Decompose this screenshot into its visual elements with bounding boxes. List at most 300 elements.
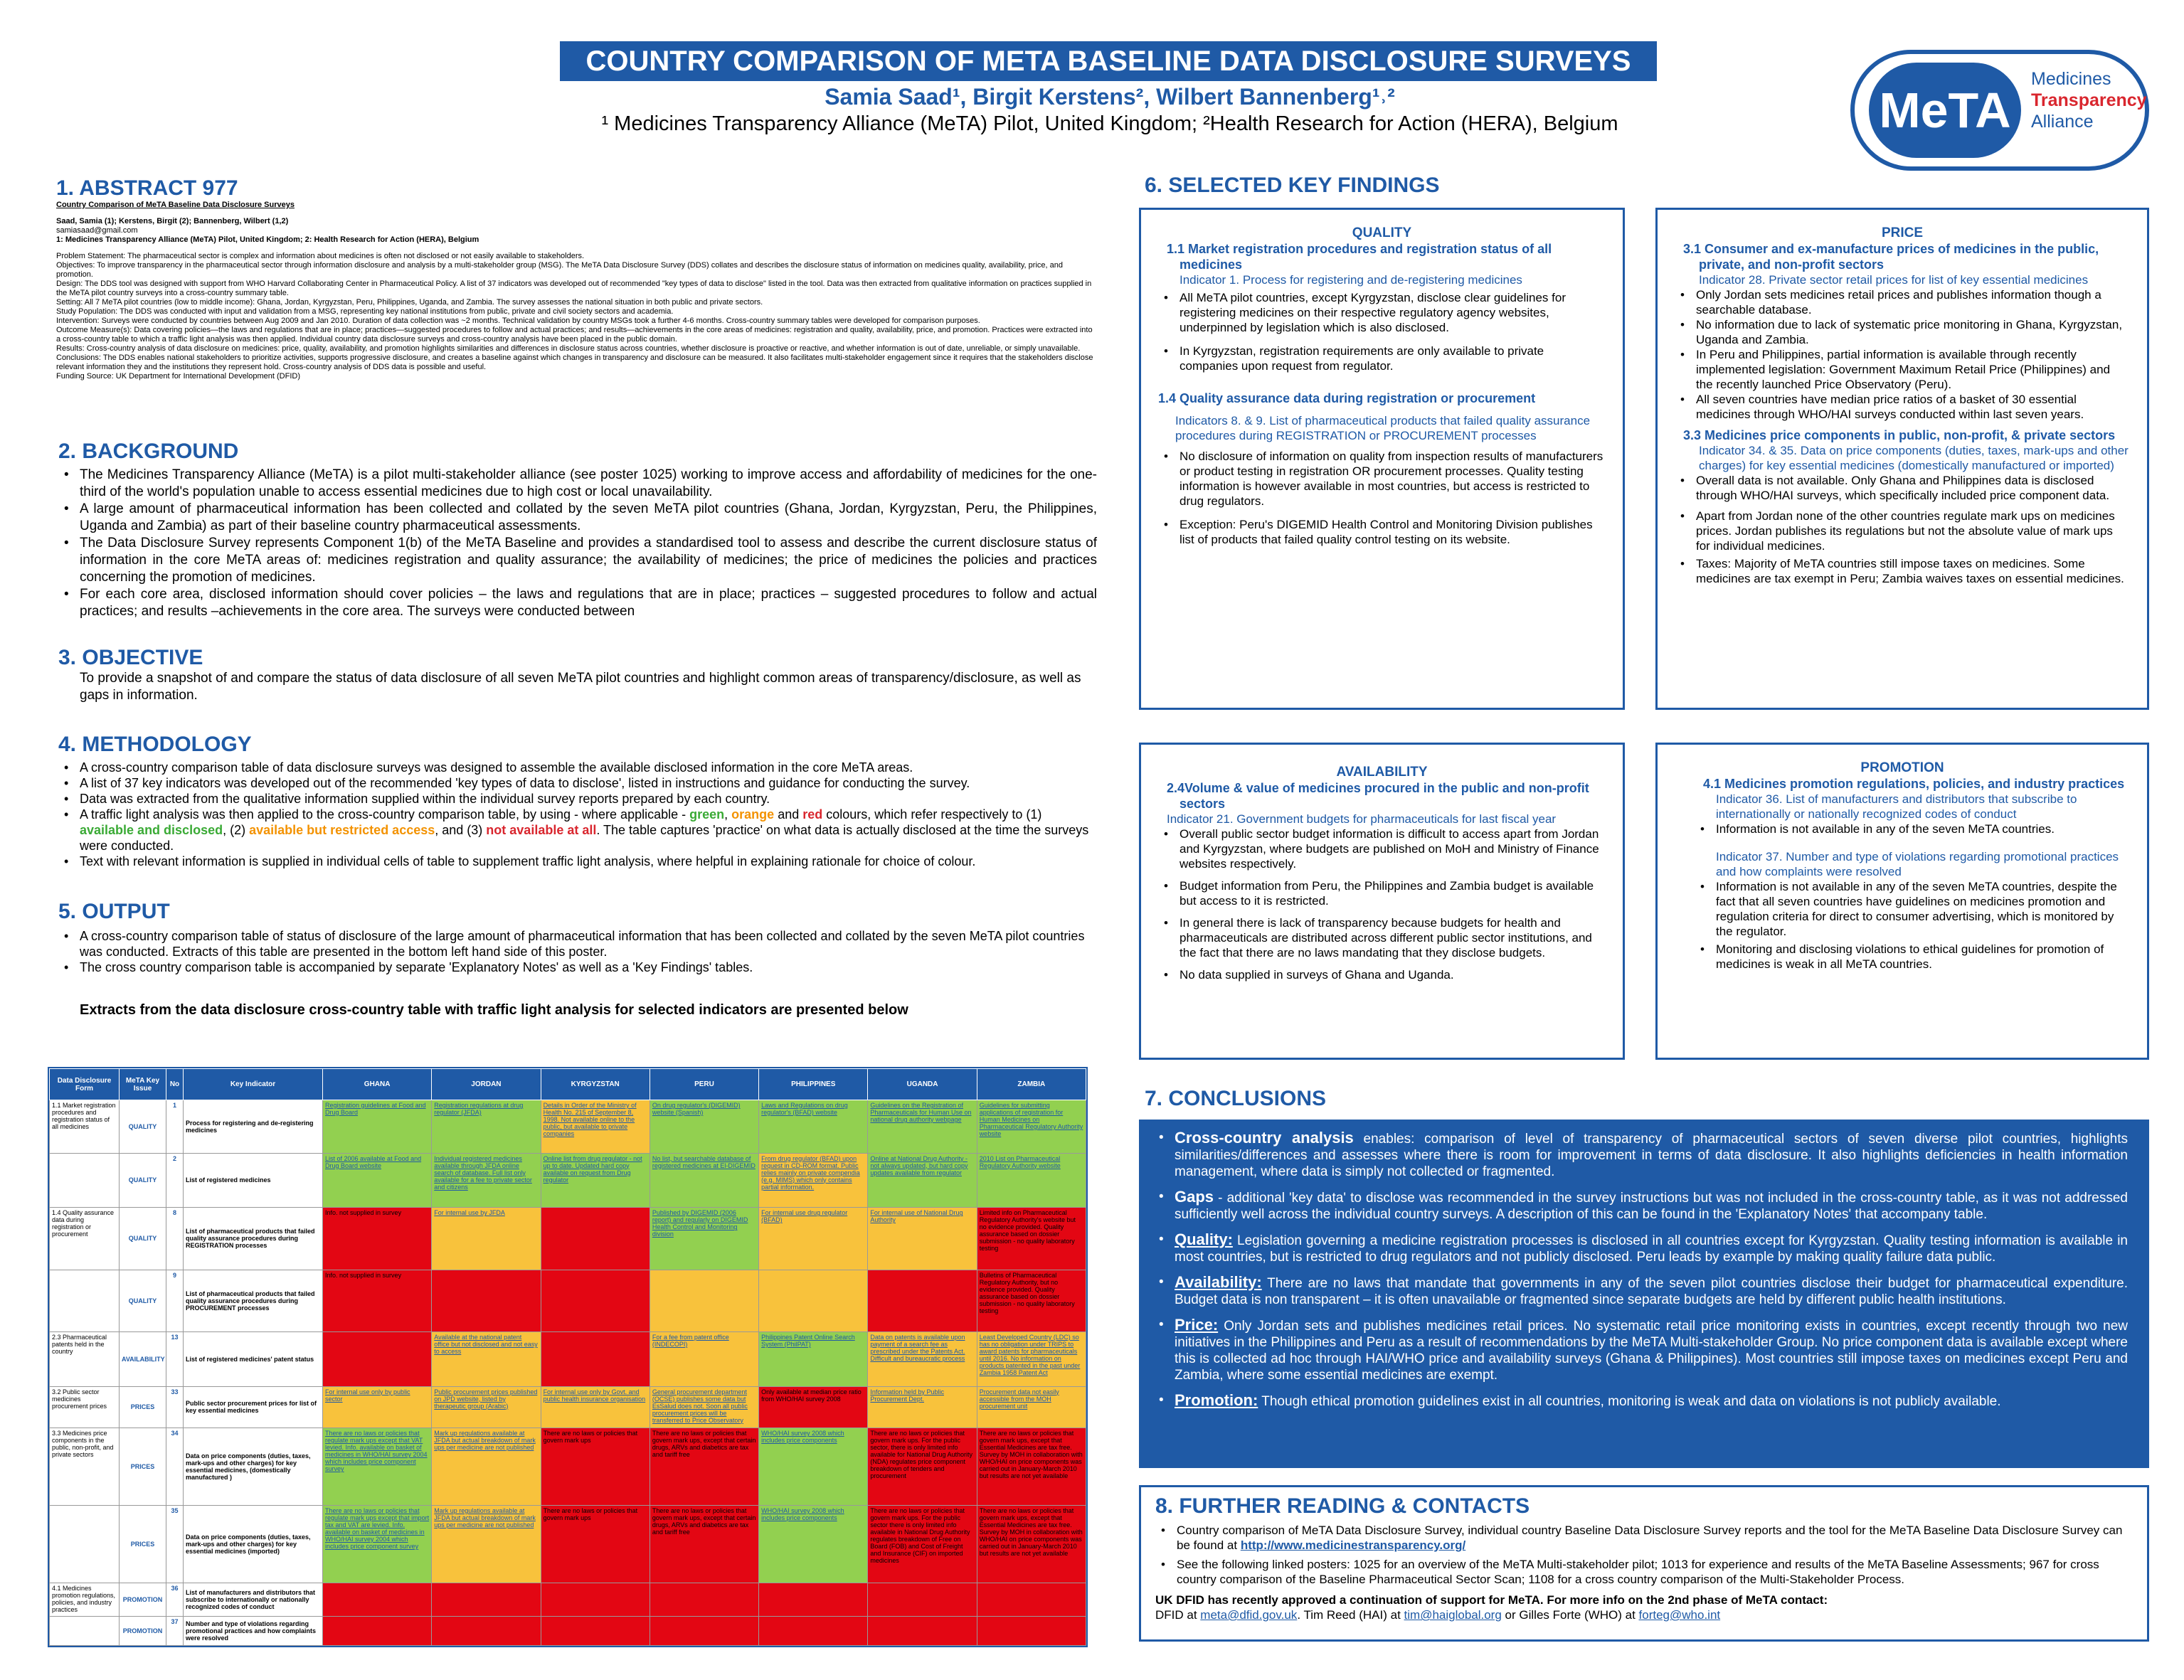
key-issue-cell: QUALITY	[120, 1208, 166, 1270]
traffic-light-cell	[977, 1208, 1086, 1270]
cell-text: 2010 List on Pharmaceutical Regulatory Authority website	[979, 1154, 1061, 1169]
further-reading-heading: 8. FURTHER READING & CONTACTS	[1155, 1494, 1530, 1518]
col-header: No	[166, 1069, 184, 1100]
traffic-light-cell	[432, 1208, 541, 1270]
traffic-light-cell	[541, 1100, 650, 1154]
traffic-text-a: A traffic light analysis was then applied to the cross-country comparison table, by using - where applicable -	[80, 807, 687, 822]
abstract-problem: Problem Statement: The pharmaceutical sector is complex and information about medicines is often not disclosed or not easily available to stakeholders.	[56, 252, 585, 260]
price-sub-1: 3.1 Consumer and ex-manufacture prices of medicines in the public, private, and non-profit sectors	[1683, 242, 2099, 272]
traffic-light-cell	[759, 1270, 868, 1331]
contacts-line	[1155, 1607, 2133, 1622]
cell-text: There are no laws or policies that regulate mark ups except that import tax and VAT are levied. Info. available on basket of medicines in WHO/HAI survey 2004 which includes price component survey	[325, 1506, 430, 1550]
methodology-item: • A list of 37 key indicators was developed out of the recommended 'key types of data to disclose', listed in instructions and guidance for conducting the survey.	[58, 775, 1097, 791]
traffic-light-cell	[432, 1386, 541, 1428]
promotion-title: PROMOTION	[1860, 760, 1944, 775]
key-issue-cell: AVAILABILITY	[120, 1331, 166, 1386]
cell-text: Limited info on Pharmaceutical Regulatory Authority's website but no evidence provided. Quality assurance based on dossier submission - no quality laboratory testing	[979, 1209, 1076, 1253]
traffic-light-cell	[323, 1428, 432, 1506]
col-header: Key Indicator	[184, 1069, 323, 1100]
traffic-light-cell	[977, 1505, 1086, 1583]
traffic-light-cell	[432, 1505, 541, 1583]
conclusion-item	[1153, 1392, 2128, 1410]
traffic-light-cell	[759, 1617, 868, 1646]
traffic-light-cell	[323, 1153, 432, 1208]
col-header: JORDAN	[432, 1069, 541, 1100]
traffic-light-cell	[868, 1208, 977, 1270]
col-header: ZAMBIA	[977, 1069, 1086, 1100]
table-row	[50, 1100, 1086, 1154]
quality-sub-1: 1.1 Market registration procedures and registration status of all medicines	[1167, 242, 1552, 272]
promotion-box	[1655, 743, 2149, 1060]
col-header: GHANA	[323, 1069, 432, 1100]
cell-text: Mark up regulations available at JFDA but actual breakdown of mark ups per medicine are not published	[434, 1430, 536, 1452]
logo-line-2: Transparency	[2031, 90, 2147, 110]
traffic-light-cell	[650, 1505, 758, 1583]
traffic-light-cell	[977, 1153, 1086, 1208]
indicator-number-cell: 9	[166, 1270, 184, 1331]
cell-text: There are no laws or policies that govern mark ups. For the public sector there is only limited info available in National Drug Authority regulates breakdown of Free on Board (FOB) and Cost of Freight and Insurance (CIF) on imported medicines	[870, 1506, 970, 1564]
traffic-light-cell	[868, 1583, 977, 1617]
promotion-indicator-2: Indicator 37. Number and type of violations regarding promotional practices and how complaints were resolved	[1716, 850, 2119, 878]
key-indicator-cell: List of pharmaceutical products that failed quality assurance procedures during PROCUREMENT processes	[184, 1270, 323, 1331]
price-bullet: • Taxes: Majority of MeTA countries still impose taxes on medicines. Some medicines are tax exempt in Peru; Zambia waives taxes on essential medicines.	[1675, 556, 2130, 586]
quality-bullet: • No disclosure of information on quality from inspection results of manufacturers or product testing in registration OR procurement processes. Quality testing information is however available in most countries, but access is restricted to drug regulators.	[1158, 449, 1606, 509]
traffic-light-cell	[323, 1386, 432, 1428]
red-label: red	[802, 807, 823, 822]
promotion-indicator-1: Indicator 36. List of manufacturers and distributors that subscribe to internationally or nationally recognized codes of conduct	[1716, 792, 2077, 821]
quality-bullet: • Exception: Peru's DIGEMID Health Control and Monitoring Division publishes list of products that failed quality control testing on its website.	[1158, 517, 1606, 547]
traffic-light-cell	[759, 1100, 868, 1154]
cell-text: Published by DIGEMID (2006 report) and regularly on DIGEMID Health Control and Monitoring division	[652, 1209, 748, 1238]
objective-section	[58, 646, 1097, 704]
quality-sub-2: 1.4 Quality assurance data during registration or procurement	[1158, 391, 1536, 405]
promotion-sub-1: 4.1 Medicines promotion regulations, policies, and industry practices	[1703, 777, 2125, 791]
logo-wordmark	[2031, 68, 2147, 132]
poster-title: COUNTRY COMPARISON OF META BASELINE DATA DISCLOSURE SURVEYS	[560, 41, 1657, 81]
conclusion-key: Quality:	[1175, 1230, 1233, 1248]
quality-indicator-2: Indicators 8. & 9. List of pharmaceutical products that failed quality assurance procedures during REGISTRATION or PROCUREMENT processes	[1175, 414, 1591, 442]
price-sub-2: 3.3 Medicines price components in public, non-profit, & private sectors	[1683, 428, 2116, 442]
traffic-light-cell	[977, 1270, 1086, 1331]
methodology-list	[58, 760, 1097, 869]
cell-text: For internal use by JFDA	[434, 1209, 505, 1217]
abstract-design: Design: The DDS tool was designed with support from WHO Harvard Collaborating Center in Pharmaceutical Policy. A list of 37 indicators was developed out of recommended "key types of data to disclose" listed in the tool. Data was then extracted from qualitative information on practices supplied in the MeTA pilot country surveys into a cross-country summary table.	[56, 280, 1092, 297]
traffic-light-table	[48, 1067, 1088, 1647]
traffic-light-cell	[868, 1428, 977, 1506]
form-cell: 4.1 Medicines promotion regulations, policies, and industry practices	[50, 1583, 120, 1617]
traffic-light-cell	[868, 1100, 977, 1154]
conclusion-key: Gaps	[1175, 1188, 1214, 1206]
conclusion-key: Cross-country analysis	[1175, 1129, 1354, 1147]
traffic-light-cell	[541, 1505, 650, 1583]
cell-text: Available at the national patent office but not disclosed and not easy to access	[434, 1333, 538, 1355]
key-issue-cell: PRICES	[120, 1428, 166, 1506]
conclusion-key: Promotion:	[1175, 1391, 1258, 1409]
abstract-population: Study Population: The DDS was conducted with input and validation from a MSG, representing key national institutions from public, private and civil society sectors and academia.	[56, 307, 674, 316]
price-bullet: • Overall data is not available. Only Ghana and Philippines data is disclosed through WHO/HAI surveys, which specifically included price component data.	[1675, 473, 2130, 503]
cell-text: Info. not supplied in survey	[325, 1271, 402, 1279]
cell-text: There are no laws or policies that regulate mark ups except that VAT levied. Info. available on basket of medicines in WHO/HAI survey 2004 which includes price component survey	[325, 1430, 428, 1473]
background-section	[58, 440, 1097, 620]
quality-box	[1139, 208, 1625, 710]
logo-line-3: Alliance	[2031, 112, 2094, 132]
cell-text: Guidelines on the Registration of Pharmaceuticals for Human Use on national drug authority webpage	[870, 1102, 972, 1123]
extract-caption: Extracts from the data disclosure cross-country table with traffic light analysis for selected indicators are presented below	[80, 1002, 908, 1018]
background-heading: 2. BACKGROUND	[58, 440, 239, 463]
abstract-ref-title: Country Comparison of MeTA Baseline Data Disclosure Surveys	[56, 201, 295, 209]
website-link[interactable]: http://www.medicinestransparency.org/	[1240, 1538, 1466, 1552]
cell-text: No list, but searchable database of registered medicines at El-DIGEMID	[652, 1154, 756, 1169]
conclusion-item	[1153, 1129, 2128, 1180]
cell-text: For internal use of National Drug Authority	[870, 1209, 963, 1224]
conclusions-box	[1139, 1120, 2149, 1468]
reading-item	[1155, 1523, 2133, 1553]
cell-text: Laws and Regulations on drug regulator's (BFAD) website	[761, 1102, 848, 1116]
methodology-item: • A cross-country comparison table of data disclosure surveys was designed to assemble the available disclosed information in the core MeTA areas.	[58, 760, 1097, 775]
table-row	[50, 1583, 1086, 1617]
cell-text: There are no laws or policies that govern mark ups, except that Essential Medicines are tax free. Survey by MOH in collaboration with WHO/HAI on price components was carried out in January-March 2010 but results are not yet available	[979, 1430, 1083, 1480]
conclusion-text: Legislation governing a medicine registration processes is disclosed in all countries except for Kyrgyzstan. Quality testing information is available in most countries, but is restricted to drug regulators and not publicly disclosed. Peru leads by example by making quality failure data public.	[1175, 1233, 2128, 1265]
table-row	[50, 1331, 1086, 1386]
form-cell	[50, 1617, 120, 1646]
who-email-link[interactable]: forteg@who.int	[1638, 1608, 1721, 1622]
cell-text: On drug regulator's (DIGEMID) website (Spanish)	[652, 1102, 741, 1116]
availability-bullet: • In general there is lack of transparency because budgets for health and pharmaceuticals are distributed across different public sector institutions, and the fact that there are no laws mandating that they disclose budgets.	[1158, 915, 1606, 960]
cell-text: For internal use only by public sector	[325, 1388, 410, 1403]
form-cell	[50, 1270, 120, 1331]
abstract-results: Results: Cross-country analysis of data disclosure on medicines: price, quality, availability, and promotion highlights similarities and differences in disclosure status across countries, whether disclosure is proactive or reactive, and whether information is out of date, unreliable, or simply unavailable.	[56, 344, 1081, 353]
cell-text: Individual registered medicines available through JFDA online search of database. Full list only available for a fee to private sector and citizens	[434, 1154, 532, 1191]
conclusion-item	[1153, 1231, 2128, 1265]
table-row	[50, 1153, 1086, 1208]
key-indicator-cell: List of pharmaceutical products that failed quality assurance procedures during REGISTRATION processes	[184, 1208, 323, 1270]
traffic-light-cell	[759, 1331, 868, 1386]
traffic-light-cell	[541, 1208, 650, 1270]
traffic-light-cell	[323, 1617, 432, 1646]
form-cell	[50, 1505, 120, 1583]
restricted-label: available but restricted access	[249, 823, 435, 837]
traffic-light-cell	[977, 1583, 1086, 1617]
indicator-number-cell: 8	[166, 1208, 184, 1270]
cell-text: There are no laws or policies that govern mark ups	[543, 1430, 638, 1445]
conclusion-text: enables: comparison of level of transparency of pharmaceutical sectors of seven diverse pilot countries, highlights similarities/differences and assesses where there is room for improvement in terms of data disclosure. It also highlights deficiencies in health information management, where data is simply not collected or fragmented.	[1175, 1132, 2129, 1179]
indicator-number-cell: 13	[166, 1331, 184, 1386]
traffic-light-cell	[759, 1386, 868, 1428]
traffic-light-cell	[323, 1208, 432, 1270]
cell-text: Only available at median price ratio from WHO/HAI survey 2008	[761, 1388, 862, 1403]
cell-text: Mark up regulations available at JFDA but actual breakdown of mark ups per medicine are not published	[434, 1506, 536, 1529]
traffic-light-cell	[977, 1331, 1086, 1386]
output-heading: 5. OUTPUT	[58, 900, 170, 923]
conclusion-item	[1153, 1317, 2128, 1383]
key-issue-cell: PRICES	[120, 1505, 166, 1583]
background-item: • A large amount of pharmaceutical information has been collected and collated by the seven MeTA pilot countries (Ghana, Jordan, Kyrgyzstan, Peru, the Philippines, Uganda and Zambia) as part of their baseline country pharmaceutical assessments.	[58, 501, 1097, 535]
col-header: Data Disclosure Form	[50, 1069, 120, 1100]
contact-text: or Gilles Forte (WHO) at	[1505, 1608, 1636, 1622]
cell-text: Information held by Public Procurement Dept.	[870, 1388, 944, 1403]
cell-text: From drug regulator (BFAD) upon request in CD-ROM format. Public relies mainly on private compendia (e.g. MIMS) which only contains partial information.	[761, 1154, 860, 1191]
traffic-text-c: . The table captures 'practice' on what data is actually disclosed at the time the surveys were conducted.	[80, 823, 1089, 853]
background-item: • For each core area, disclosed information should cover policies – the laws and regulations that are in place; practices – suggested procedures to follow and actual practices; and results –achievements in the core area. The surveys were conducted between	[58, 586, 1097, 620]
availability-box	[1139, 743, 1625, 1060]
traffic-light-cell	[541, 1153, 650, 1208]
traffic-light-cell	[323, 1583, 432, 1617]
quality-bullet: • All MeTA pilot countries, except Kyrgyzstan, disclose clear guidelines for registering medicines on their respective regulatory agency websites, underpinned by legislation which is also disclosed.	[1158, 290, 1606, 335]
traffic-light-cell	[650, 1428, 758, 1506]
traffic-light-cell	[650, 1331, 758, 1386]
cell-text: Registration guidelines at Food and Drug Board	[325, 1102, 426, 1116]
quality-bullet: • In Kyrgyzstan, registration requirements are only available to private companies upon request from regulator.	[1158, 344, 1606, 373]
methodology-heading: 4. METHODOLOGY	[58, 733, 252, 756]
background-list	[58, 467, 1097, 620]
conclusion-item	[1153, 1189, 2128, 1223]
cell-text: There are no laws or policies that govern mark ups, except that certain drugs, ARVs and diabetics are tax and tariff free	[652, 1506, 756, 1536]
cell-text: Details in Order of the Ministry of Health No. 215 of September 8, 1998. Not available online to the public, but available to private companies	[543, 1102, 637, 1137]
price-bullet: • All seven countries have median price ratios of a basket of 30 essential medicines through WHO/HAI surveys conducted within last seven years.	[1675, 392, 2130, 422]
abstract-authors: Saad, Samia (1); Kerstens, Birgit (2); Bannenberg, Wilbert (1,2)	[56, 217, 289, 225]
affiliations: ¹ Medicines Transparency Alliance (MeTA) Pilot, United Kingdom; ²Health Research for Action (HERA), Belgium	[601, 112, 1618, 135]
availability-sub-1: 2.4Volume & value of medicines procured in the public and non-profit sectors	[1167, 781, 1589, 811]
key-issue-cell: PROMOTION	[120, 1583, 166, 1617]
form-cell: 2.3 Pharmaceutical patents held in the country	[50, 1331, 120, 1386]
findings-heading: 6. SELECTED KEY FINDINGS	[1145, 174, 1440, 197]
traffic-light-cell	[868, 1153, 977, 1208]
quality-indicator-1: Indicator 1. Process for registering and de-registering medicines	[1180, 273, 1522, 287]
traffic-light-cell	[759, 1583, 868, 1617]
traffic-light-cell	[541, 1386, 650, 1428]
dfid-email-link[interactable]: meta@dfid.gov.uk	[1200, 1608, 1298, 1622]
conclusions-heading: 7. CONCLUSIONS	[1145, 1087, 1327, 1110]
methodology-item: • Data was extracted from the qualitative information supplied within the individual survey reports prepared by each country.	[58, 791, 1097, 807]
traffic-light-cell	[650, 1208, 758, 1270]
traffic-light-cell	[759, 1153, 868, 1208]
traffic-light-cell	[541, 1583, 650, 1617]
availability-title: AVAILABILITY	[1336, 765, 1428, 780]
traffic-light-cell	[541, 1428, 650, 1506]
form-cell: 1.4 Quality assurance data during registration or procurement	[50, 1208, 120, 1270]
key-indicator-cell: Number and type of violations regarding promotional practices and how complaints were resolved	[184, 1617, 323, 1646]
indicator-number-cell: 36	[166, 1583, 184, 1617]
hai-email-link[interactable]: tim@haiglobal.org	[1404, 1608, 1502, 1622]
conclusion-text: - additional 'key data' to disclose was recommended in the survey instructions but was not included in the cross-country table, as it was not addressed sufficiently well across the individual country surveys. A description of this can be found in the 'Explanatory Notes' that accompany table.	[1175, 1191, 2128, 1222]
price-list-1	[1675, 287, 2130, 422]
methodology-item-traffic-light: • A traffic light analysis was then applied to the cross-country comparison table, by using - where applicable - green, orange and red colours, which refer respectively to (1) available and disclosed, (2) available but restricted access, and (3) not available at all. The table captures 'practice' on what data is actually disclosed at the time the surveys were conducted.	[58, 807, 1097, 854]
cell-text: For internal use only by Govt. and public health insurance organisation	[543, 1388, 646, 1403]
form-cell	[50, 1153, 120, 1208]
table-row	[50, 1270, 1086, 1331]
objective-heading: 3. OBJECTIVE	[58, 646, 203, 669]
further-reading-box	[1139, 1485, 2149, 1642]
traffic-light-cell	[868, 1617, 977, 1646]
quality-list-2	[1158, 449, 1606, 547]
dfid-note: UK DFID has recently approved a continuation of support for MeTA. For more info on the 2nd phase of MeTA contact:	[1155, 1593, 1828, 1607]
availability-bullet: • Overall public sector budget information is difficult to access apart from Jordan and Kyrgyzstan, where budgets are published on MoH and Ministry of Finance websites respectively.	[1158, 826, 1606, 871]
quality-list-1	[1158, 290, 1606, 373]
conclusions-list	[1153, 1129, 2128, 1410]
table-row	[50, 1505, 1086, 1583]
key-indicator-cell: List of registered medicines	[184, 1153, 323, 1208]
table-row	[50, 1208, 1086, 1270]
availability-bullet: • No data supplied in surveys of Ghana and Uganda.	[1158, 967, 1606, 982]
promotion-bullet: • Information is not available in any of the seven MeTA countries.	[1695, 822, 2130, 836]
traffic-light-cell	[432, 1617, 541, 1646]
abstract-funding: Funding Source: UK Department for International Development (DFID)	[56, 372, 300, 381]
quality-title: QUALITY	[1352, 225, 1412, 240]
abstract-setting: Setting: All 7 MeTA pilot countries (low to middle income): Ghana, Jordan, Kyrgyzstan, Peru, Philippines, Uganda, and Zambia. The survey assesses the national situation in both public and private sectors.	[56, 298, 763, 307]
output-item: • The cross country comparison table is accompanied by separate 'Explanatory Notes' as well as a 'Key Findings' tables.	[58, 959, 1097, 975]
indicator-number-cell: 34	[166, 1428, 184, 1506]
price-indicator-1: Indicator 28. Private sector retail prices for list of key essential medicines	[1699, 273, 2089, 287]
form-cell: 1.1 Market registration procedures and registration status of all medicines	[50, 1100, 120, 1154]
traffic-light-cell	[432, 1270, 541, 1331]
conclusion-item	[1153, 1274, 2128, 1308]
traffic-light-cell	[650, 1270, 758, 1331]
traffic-light-cell	[432, 1428, 541, 1506]
reading-text: Country comparison of MeTA Data Disclosure Survey, individual country Baseline Data Disclosure Survey reports and the tool for the MeTA Baseline Data Disclosure Survey can be found at	[1177, 1524, 2123, 1552]
abstract-conclusions: Conclusions: The DDS enables national stakeholders to prioritize activities, supports progressive disclosure, and creates a baseline against which changes in transparency and disclosure can be measured. It also facilitates multi-stakeholder engagement since it requires that the stakeholders disclose relevant information they and the institutions they represent hold. Cross-country analysis of DDS data is possible and useful.	[56, 353, 1093, 371]
promotion-bullet: • Monitoring and disclosing violations to ethical guidelines for promotion of medicines is weak in all MeTA countries.	[1695, 942, 2130, 972]
key-indicator-cell: Data on price components (duties, taxes, mark-ups and other charges) for key essential medicines (imported)	[184, 1505, 323, 1583]
traffic-text-b: colours, which refer respectively to (1)	[826, 807, 1042, 822]
cell-text: Public procurement prices published on JPD website, listed by therapeutic group (Arabic)	[434, 1388, 538, 1410]
logo-line-1: Medicines	[2031, 69, 2111, 89]
col-header: PHILIPPINES	[759, 1069, 868, 1100]
key-issue-cell: PROMOTION	[120, 1617, 166, 1646]
key-issue-cell: QUALITY	[120, 1270, 166, 1331]
availability-indicator-1: Indicator 21. Government budgets for pharmaceuticals for last fiscal year	[1167, 812, 1557, 826]
price-title: PRICE	[1881, 225, 1924, 240]
traffic-light-cell	[650, 1386, 758, 1428]
abstract-email: samiasaad@gmail.com	[56, 226, 138, 235]
price-bullet: • Apart from Jordan none of the other countries regulate mark ups on medicines prices. Jordan publishes its regulations but not the absolute value of mark ups for individual medicines.	[1675, 509, 2130, 553]
cell-text: There are no laws or policies that govern mark ups, except that Essential Medicines are tax free. Survey by MOH in collaboration with WHO/HAI on price components was carried out in January-March 2010 but results are not yet available	[979, 1506, 1083, 1557]
output-item: • A cross-country comparison table of status of disclosure of the large amount of pharmaceutical information that has been collected and collated by the seven MeTA pilot countries was conducted. Extracts of this table are presented in the bottom left hand side of this poster.	[58, 928, 1097, 959]
contact-text: . Tim Reed (HAI) at	[1297, 1608, 1401, 1622]
form-cell: 3.2 Public sector medicines procurement prices	[50, 1386, 120, 1428]
traffic-light-cell	[650, 1153, 758, 1208]
col-header: UGANDA	[868, 1069, 977, 1100]
meta-logo	[1850, 50, 2149, 171]
traffic-light-cell	[323, 1100, 432, 1154]
cell-text: List of 2006 available at Food and Drug Board website	[325, 1154, 422, 1169]
key-indicator-cell: Public sector procurement prices for list of key essential medicines	[184, 1386, 323, 1428]
not-available-label: not available at all	[486, 823, 597, 837]
traffic-light-cell	[868, 1270, 977, 1331]
conclusion-text: There are no laws that mandate that governments in any of the seven pilot countries disclose their budget for pharmaceutical expenditure. Budget data is non transparent – it is often unavailable or fragmented since separate budgets are held by different public health institutions.	[1175, 1276, 2128, 1307]
traffic-light-cell	[650, 1617, 758, 1646]
traffic-light-cell	[432, 1100, 541, 1154]
reading-item: • See the following linked posters: 1025 for an overview of the MeTA Multi-stakeholder pilot; 1013 for experience and results of the MeTA Baseline Assessments; 967 for cross country comparison of the Baseline Pharmaceutical Sector Scan; 1108 for a cross country comparison of the Multi-Stakeholder Process.	[1155, 1557, 2133, 1587]
objective-text: To provide a snapshot of and compare the status of data disclosure of all seven MeTA pilot countries and highlight common areas of transparency/disclosure, as well as gaps in information.	[80, 671, 1081, 703]
key-indicator-cell: Process for registering and de-registering medicines	[184, 1100, 323, 1154]
promotion-list-1	[1675, 822, 2130, 836]
indicator-number-cell: 33	[166, 1386, 184, 1428]
table-row	[50, 1386, 1086, 1428]
promotion-list-2	[1675, 879, 2130, 972]
cell-text: There are no laws or policies that govern mark ups. For the public sector, there is only limited info available for National Drug Authority (NDA) regulates price component breakdown of tenders and procurement	[870, 1430, 972, 1480]
key-indicator-cell: List of manufacturers and distributors that subscribe to internationally or nationally recognized codes of conduct	[184, 1583, 323, 1617]
table-body	[50, 1100, 1086, 1646]
price-bullet: • In Peru and Philippines, partial information is available through recently implemented legislation: Government Maximum Retail Price (Philippines) and the recently launched Price Observatory (Peru).	[1675, 347, 2130, 392]
col-header: MeTA Key Issue	[120, 1069, 166, 1100]
contact-text: DFID at	[1155, 1608, 1197, 1622]
cell-text: Registration regulations at drug regulator (JFDA)	[434, 1102, 524, 1116]
cell-text: Philippines Patent Online Search System (PhilPAT)	[761, 1333, 855, 1348]
cell-text: For internal use drug regulator (BFAD)	[761, 1209, 848, 1224]
indicator-number-cell: 2	[166, 1153, 184, 1208]
indicator-number-cell: 1	[166, 1100, 184, 1154]
traffic-light-cell	[650, 1100, 758, 1154]
green-label: green	[689, 807, 725, 822]
traffic-light-cell	[868, 1331, 977, 1386]
table-header-row	[50, 1069, 1086, 1100]
logo-mark: MeTA	[1869, 63, 2021, 158]
abstract-heading: 1. ABSTRACT 977	[56, 176, 238, 200]
key-issue-cell: QUALITY	[120, 1153, 166, 1208]
conclusion-key: Price:	[1175, 1316, 1219, 1334]
output-list	[58, 928, 1097, 975]
table-row	[50, 1428, 1086, 1506]
traffic-light-cell	[432, 1583, 541, 1617]
traffic-light-cell	[541, 1331, 650, 1386]
traffic-light-cell	[977, 1100, 1086, 1154]
available-label: available and disclosed	[80, 823, 223, 837]
promotion-bullet: • Information is not available in any of the seven MeTA countries, despite the fact that all seven countries have guidelines on medicines promotion and regulation criteria for direct to consumer advertising, which is monitored by the regulator.	[1695, 879, 2130, 939]
traffic-light-cell	[323, 1331, 432, 1386]
cell-text: Online at National Drug Authority - not always updated, but hard copy updates available from regulator	[870, 1154, 968, 1176]
authors: Samia Saad¹, Birgit Kerstens², Wilbert Bannenberg¹˒²	[825, 84, 1395, 110]
abstract-outcome: Outcome Measure(s): Data covering policies—the laws and regulations that are in place; practices—suggested procedures to follow and actual practices; and results—achievements in the core areas of medicines: registration and quality, availability, price, and promotion. Practices were extracted into a cross-country table to which a traffic light analysis was then applied. Individual country data disclosure surveys and cross-country analysis have been placed in the public domain.	[56, 326, 1093, 344]
price-indicator-2: Indicator 34. & 35. Data on price components (duties, taxes, mark-ups and other charges) for key essential medicines (domestically manufactured or imported)	[1699, 444, 2129, 472]
cell-text: General procurement department (OCSE) publishes some data but EsSalud does not. Soon all public procurement prices will be transferred to Price Observatory	[652, 1388, 748, 1424]
price-list-2	[1675, 473, 2130, 586]
traffic-light-cell	[323, 1270, 432, 1331]
traffic-light-cell	[977, 1386, 1086, 1428]
traffic-light-cell	[759, 1428, 868, 1506]
traffic-light-cell	[868, 1505, 977, 1583]
cell-text: For a fee from patent office (INDECOPI)	[652, 1333, 729, 1348]
traffic-light-cell	[759, 1208, 868, 1270]
cell-text: Info. not supplied in survey	[325, 1209, 402, 1217]
output-section	[58, 900, 1097, 1019]
orange-label: orange	[731, 807, 775, 822]
cell-text: There are no laws or policies that govern mark ups, except that certain drugs, ARVs and diabetics are tax and tariff free	[652, 1430, 756, 1459]
conclusion-key: Availability:	[1175, 1273, 1262, 1291]
traffic-light-cell	[868, 1386, 977, 1428]
further-reading-list	[1155, 1523, 2133, 1587]
key-indicator-cell: Data on price components (duties, taxes, mark-ups and other charges) for key essential medicines, (domestically manufactured )	[184, 1428, 323, 1506]
table-row	[50, 1617, 1086, 1646]
abstract-objectives: Objectives: To improve transparency in the pharmaceutical sector through information disclosure and analysis by a multi-stakeholder group (MSG). The MeTA Data Disclosure Survey (DDS) collates and describes the disclosure status of information on medicines quality, availability, price, and promotion.	[56, 261, 1063, 279]
cell-text: Bulletins of Pharmaceutical Regulatory Authority, but no evidence provided. Quality assurance based on dossier submission - no quality laboratory testing	[979, 1271, 1075, 1314]
background-item: • The Data Disclosure Survey represents Component 1(b) of the MeTA Baseline and provides a standardised tool to assess and describe the current disclosure status of information in the core MeTA areas of: medicines registration and quality assurance; the availability of medicines; the price of medicines the policies and practices concerning the promotion of medicines.	[58, 535, 1097, 586]
traffic-light-cell	[323, 1505, 432, 1583]
indicator-number-cell: 35	[166, 1505, 184, 1583]
cell-text: There are no laws or policies that govern mark ups	[543, 1506, 638, 1521]
conclusion-text: Though ethical promotion guidelines exist in all countries, monitoring is weak and data on violations is not publicly available.	[1258, 1394, 2001, 1409]
key-indicator-cell: List of registered medicines' patent status	[184, 1331, 323, 1386]
traffic-light-cell	[759, 1505, 868, 1583]
form-cell: 3.3 Medicines price components in the public, non-profit, and private sectors	[50, 1428, 120, 1506]
indicator-number-cell: 37	[166, 1617, 184, 1646]
cell-text: Guidelines for submitting applications of registration for Human Medicines on Pharmaceutical Regulatory Authority website	[979, 1102, 1083, 1137]
cell-text: Data on patents is available upon payment of a search fee as prescribed under the Patents Act. Difficult and bureaucratic process	[870, 1333, 965, 1362]
traffic-light-cell	[650, 1583, 758, 1617]
price-bullet: • Only Jordan sets medicines retail prices and publishes information though a searchable database.	[1675, 287, 2130, 317]
availability-bullet: • Budget information from Peru, the Philippines and Zambia budget is available but access to it is restricted.	[1158, 878, 1606, 908]
traffic-light-cell	[541, 1617, 650, 1646]
cell-text: Online list from drug regulator - not up to date. Updated hard copy available on request from Drug regulator	[543, 1154, 642, 1184]
